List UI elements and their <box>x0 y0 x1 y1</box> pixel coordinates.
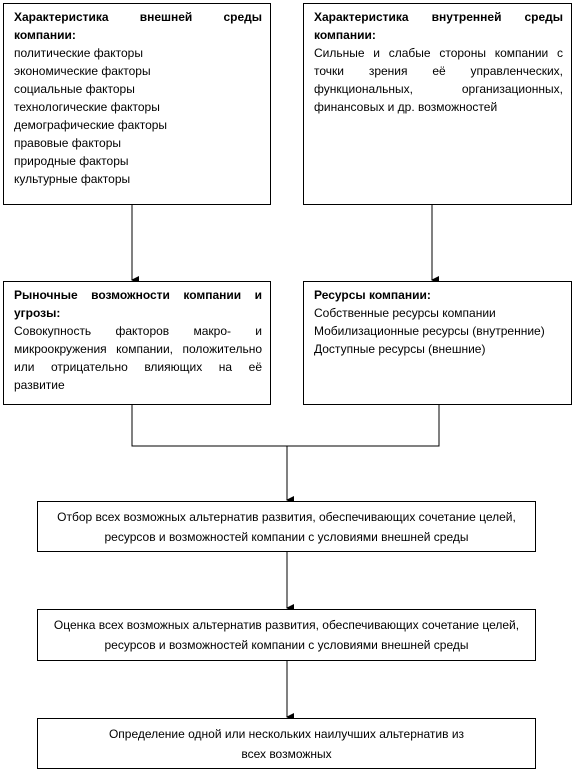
determination-box <box>37 718 536 769</box>
resource-item: Собственные ресурсы компании <box>314 306 496 320</box>
external-factor-item: культурные факторы <box>14 172 131 186</box>
market-opportunities-title: Рыночные возможности компании и угрозы: <box>14 288 262 320</box>
resources-box <box>303 281 572 405</box>
external-factor-item: политические факторы <box>14 46 143 60</box>
external-factor-item: технологические факторы <box>14 100 160 114</box>
external-environment-title: Характеристика внешней среды компании: <box>14 10 262 42</box>
external-factor-item: демографические факторы <box>14 118 168 132</box>
internal-environment-box <box>303 3 572 205</box>
external-factor-item: социальные факторы <box>14 82 135 96</box>
external-factor-item: природные факторы <box>14 154 129 168</box>
market-opportunities-box <box>3 281 271 405</box>
resource-item: Доступные ресурсы (внешние) <box>314 342 486 356</box>
determination-text: Определение одной или нескольких наилучших альтернатив из всех возможных <box>108 726 465 761</box>
merge-connector <box>132 405 439 446</box>
evaluation-box <box>37 609 536 661</box>
internal-environment-title: Характеристика внутренней среды компании: <box>314 10 563 42</box>
resources-title: Ресурсы компании: <box>314 288 431 302</box>
selection-text: Отбор всех возможных альтернатив развития, обеспечивающих сочетание целей, ресурсов и возможностей компании с условиями внешней среды <box>57 509 516 544</box>
market-opportunities-text: Совокупность факторов макро- и микроокружения компании, положительно или отрицательно влияющих на её развитие <box>14 324 262 392</box>
selection-box <box>37 501 536 552</box>
evaluation-text: Оценка всех возможных альтернатив развития, обеспечивающих сочетание целей, ресурсов и возможностей компании с условиями внешней среды <box>53 618 520 652</box>
external-factor-item: экономические факторы <box>14 64 151 78</box>
external-factor-item: правовые факторы <box>14 136 122 150</box>
resource-item: Мобилизационные ресурсы (внутренние) <box>314 324 545 338</box>
external-environment-box <box>3 3 271 205</box>
internal-environment-text: Сильные и слабые стороны компании с точки зрения её управленческих, функциональных, организационных, финансовых и др. возможностей <box>314 46 563 114</box>
